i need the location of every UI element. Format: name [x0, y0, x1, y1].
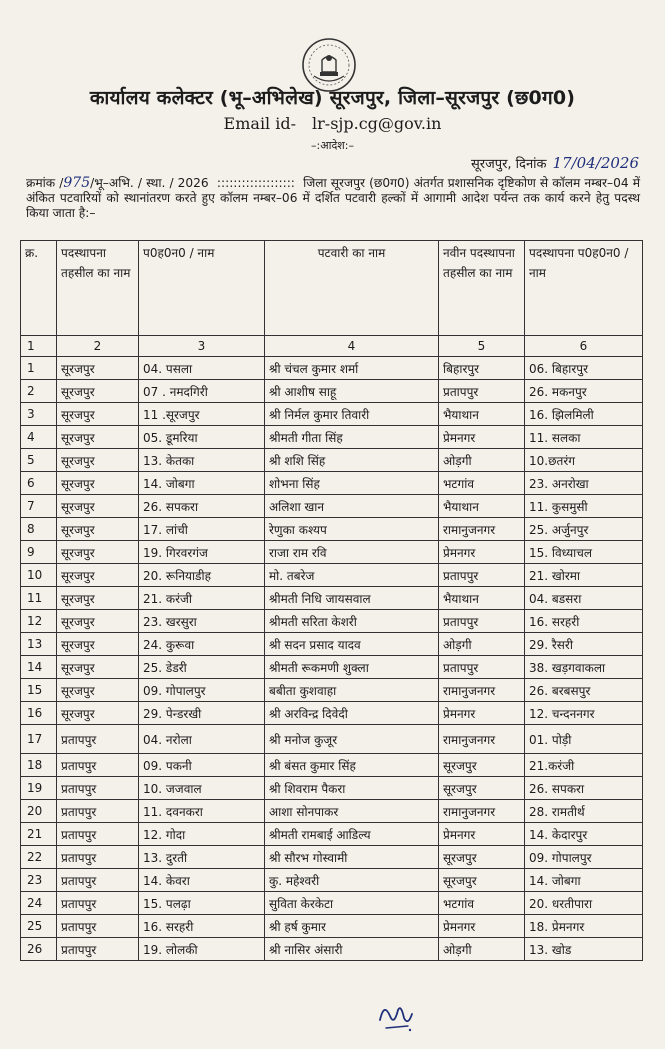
new-halka-cell: 26. मकनपुर — [525, 380, 643, 403]
serial-cell: 5 — [21, 449, 57, 472]
tehsil-cell: सूरजपुर — [57, 403, 139, 426]
table-row — [21, 518, 643, 541]
reference-paragraph — [26, 176, 640, 221]
serial-cell: 15 — [21, 679, 57, 702]
serial-cell: 23 — [21, 869, 57, 892]
serial-cell: 16 — [21, 702, 57, 725]
email-line — [0, 114, 665, 133]
halka-cell: 21. करंजी — [139, 587, 265, 610]
halka-cell: 14. जोबगा — [139, 472, 265, 495]
tehsil-cell: प्रतापपुर — [57, 938, 139, 961]
new-tehsil-cell: सूरजपुर — [439, 754, 525, 777]
handwritten-order-number: 975 — [63, 175, 91, 191]
patwari-name-cell: श्री सदन प्रसाद यादव — [265, 633, 439, 656]
patwari-name-cell: श्री मनोज कुजूर — [265, 725, 439, 754]
tehsil-cell: सूरजपुर — [57, 564, 139, 587]
halka-cell: 05. डूमरिया — [139, 426, 265, 449]
halka-cell: 29. पेन्डरखी — [139, 702, 265, 725]
halka-cell: 04. पसला — [139, 357, 265, 380]
new-tehsil-cell: भटगांव — [439, 892, 525, 915]
table-row — [21, 725, 643, 754]
patwari-name-cell: बबीता कुशवाहा — [265, 679, 439, 702]
halka-cell: 25. डेडरी — [139, 656, 265, 679]
halka-cell: 19. लोलकी — [139, 938, 265, 961]
halka-cell: 20. रूनियाडीह — [139, 564, 265, 587]
table-row — [21, 892, 643, 915]
table-header-row — [21, 241, 643, 336]
serial-cell: 24 — [21, 892, 57, 915]
tehsil-cell: सूरजपुर — [57, 633, 139, 656]
new-tehsil-cell: ओड़गी — [439, 633, 525, 656]
halka-cell: 12. गोदा — [139, 823, 265, 846]
reference-dots: ::::::::::::::::::: — [212, 176, 299, 190]
new-tehsil-cell: भैयाथान — [439, 587, 525, 610]
email-value: lr-sjp.cg@gov.in — [312, 114, 442, 133]
halka-cell: 11. दवनकरा — [139, 800, 265, 823]
patwari-name-cell: श्री शशि सिंह — [265, 449, 439, 472]
new-halka-cell: 10.छतरंग — [525, 449, 643, 472]
table-row — [21, 472, 643, 495]
reference-body: जिला सूरजपुर (छ0ग0) अंतर्गत प्रशासनिक दृष्टिकोण से कॉलम नम्बर–04 में अंकित पटवारियों को स्थानांतरण करते हुए कॉलम नम्बर–06 में दर्शित पटवारी हल्कों में आगामी आदेश पर्यन्त तक कार्य करने हेतु पदस्थ किया जाता है:– — [26, 176, 641, 220]
table-row — [21, 777, 643, 800]
tehsil-cell: प्रतापपुर — [57, 869, 139, 892]
table-row — [21, 495, 643, 518]
tehsil-cell: प्रतापपुर — [57, 823, 139, 846]
patwari-name-cell: श्री चंचल कुमार शर्मा — [265, 357, 439, 380]
patwari-name-cell: श्रीमती रामबाई आडिल्य — [265, 823, 439, 846]
new-tehsil-cell: बिहारपुर — [439, 357, 525, 380]
table-row — [21, 656, 643, 679]
tehsil-cell: सूरजपुर — [57, 357, 139, 380]
patwari-name-cell: मो. तबरेज — [265, 564, 439, 587]
new-tehsil-cell: सूरजपुर — [439, 777, 525, 800]
patwari-name-cell: कु. महेश्वरी — [265, 869, 439, 892]
serial-cell: 19 — [21, 777, 57, 800]
new-halka-cell: 21. खोरमा — [525, 564, 643, 587]
new-tehsil-cell: भैयाथान — [439, 495, 525, 518]
column-number: 6 — [525, 336, 643, 357]
tehsil-cell: सूरजपुर — [57, 380, 139, 403]
header-halka: प0ह0न0 / नाम — [139, 241, 265, 336]
patwari-name-cell: श्रीमती सरिता केशरी — [265, 610, 439, 633]
table-row — [21, 357, 643, 380]
halka-cell: 24. कुरूवा — [139, 633, 265, 656]
column-number: 3 — [139, 336, 265, 357]
new-tehsil-cell: प्रतापपुर — [439, 564, 525, 587]
serial-cell: 22 — [21, 846, 57, 869]
tehsil-cell: सूरजपुर — [57, 610, 139, 633]
table-row — [21, 633, 643, 656]
patwari-name-cell: रेणुका कश्यप — [265, 518, 439, 541]
new-tehsil-cell: भटगांव — [439, 472, 525, 495]
new-halka-cell: 15. विध्याचल — [525, 541, 643, 564]
new-halka-cell: 26. सपकरा — [525, 777, 643, 800]
new-halka-cell: 14. जोबगा — [525, 869, 643, 892]
header-patwari-name: पटवारी का नाम — [265, 241, 439, 336]
halka-cell: 16. सरहरी — [139, 915, 265, 938]
patwari-name-cell: श्री सौरभ गोस्वामी — [265, 846, 439, 869]
new-halka-cell: 01. पोड़ी — [525, 725, 643, 754]
new-tehsil-cell: सूरजपुर — [439, 869, 525, 892]
tehsil-cell: प्रतापपुर — [57, 800, 139, 823]
patwari-name-cell: श्री बंसत कुमार सिंह — [265, 754, 439, 777]
table-body — [21, 357, 643, 961]
halka-cell: 10. जजवाल — [139, 777, 265, 800]
new-tehsil-cell: प्रेमनगर — [439, 426, 525, 449]
table-row — [21, 800, 643, 823]
patwari-name-cell: श्री आशीष साहू — [265, 380, 439, 403]
halka-cell: 15. पलढ़ा — [139, 892, 265, 915]
new-halka-cell: 12. चन्दननगर — [525, 702, 643, 725]
serial-cell: 21 — [21, 823, 57, 846]
dateline-place: सूरजपुर, दिनांक — [470, 157, 547, 172]
new-tehsil-cell: प्रेमनगर — [439, 702, 525, 725]
table-row — [21, 915, 643, 938]
serial-cell: 14 — [21, 656, 57, 679]
new-halka-cell: 14. केदारपुर — [525, 823, 643, 846]
table-row — [21, 403, 643, 426]
table-row — [21, 754, 643, 777]
halka-cell: 17. लांची — [139, 518, 265, 541]
serial-cell: 20 — [21, 800, 57, 823]
header-serial: क्र. — [21, 241, 57, 336]
table-row — [21, 564, 643, 587]
new-tehsil-cell: प्रतापपुर — [439, 380, 525, 403]
patwari-name-cell: श्रीमती गीता सिंह — [265, 426, 439, 449]
serial-cell: 1 — [21, 357, 57, 380]
new-halka-cell: 16. झिलमिली — [525, 403, 643, 426]
patwari-name-cell: श्रीमती निधि जायसवाल — [265, 587, 439, 610]
serial-cell: 8 — [21, 518, 57, 541]
patwari-name-cell: श्रीमती रूकमणी शुक्ला — [265, 656, 439, 679]
email-label: Email id- — [223, 114, 297, 133]
reference-prefix: क्रमांक / — [26, 176, 64, 190]
halka-cell: 14. केवरा — [139, 869, 265, 892]
tehsil-cell: सूरजपुर — [57, 702, 139, 725]
column-number: 2 — [57, 336, 139, 357]
new-halka-cell: 29. रैसरी — [525, 633, 643, 656]
new-tehsil-cell: प्रेमनगर — [439, 541, 525, 564]
new-tehsil-cell: ओड़गी — [439, 449, 525, 472]
new-tehsil-cell: रामानुजनगर — [439, 518, 525, 541]
halka-cell: 11 .सूरजपुर — [139, 403, 265, 426]
serial-cell: 11 — [21, 587, 57, 610]
new-tehsil-cell: प्रेमनगर — [439, 823, 525, 846]
handwritten-date: 17/04/2026 — [552, 154, 639, 172]
new-tehsil-cell: रामानुजनगर — [439, 800, 525, 823]
serial-cell: 4 — [21, 426, 57, 449]
tehsil-cell: सूरजपुर — [57, 495, 139, 518]
column-number: 1 — [21, 336, 57, 357]
table-row — [21, 846, 643, 869]
patwari-name-cell: अलिशा खान — [265, 495, 439, 518]
new-tehsil-cell: प्रतापपुर — [439, 610, 525, 633]
serial-cell: 26 — [21, 938, 57, 961]
table-row — [21, 869, 643, 892]
new-halka-cell: 38. खड़गवाकला — [525, 656, 643, 679]
serial-cell: 25 — [21, 915, 57, 938]
new-halka-cell: 28. रामतीर्थ — [525, 800, 643, 823]
new-tehsil-cell: प्रेमनगर — [439, 915, 525, 938]
new-tehsil-cell: सूरजपुर — [439, 846, 525, 869]
table-row — [21, 702, 643, 725]
office-title: कार्यालय कलेक्टर (भू–अभिलेख) सूरजपुर, जिला–सूरजपुर (छ0ग0) — [89, 87, 576, 109]
new-halka-cell: 11. कुसमुसी — [525, 495, 643, 518]
new-halka-cell: 21.करंजी — [525, 754, 643, 777]
column-number: 4 — [265, 336, 439, 357]
tehsil-cell: सूरजपुर — [57, 472, 139, 495]
serial-cell: 17 — [21, 725, 57, 754]
serial-cell: 10 — [21, 564, 57, 587]
new-tehsil-cell: भैयाथान — [439, 403, 525, 426]
column-number: 5 — [439, 336, 525, 357]
new-halka-cell: 16. सरहरी — [525, 610, 643, 633]
patwari-name-cell: श्री हर्ष कुमार — [265, 915, 439, 938]
dateline — [471, 154, 639, 172]
table-row — [21, 823, 643, 846]
halka-cell: 23. खरसुरा — [139, 610, 265, 633]
table-row — [21, 938, 643, 961]
table-row — [21, 380, 643, 403]
patwari-name-cell: श्री नासिर अंसारी — [265, 938, 439, 961]
column-number-row — [21, 336, 643, 357]
header-new-halka: पदस्थापना प0ह0न0 / नाम — [525, 241, 643, 336]
new-halka-cell: 20. धरतीपारा — [525, 892, 643, 915]
new-halka-cell: 25. अर्जुनपुर — [525, 518, 643, 541]
serial-cell: 2 — [21, 380, 57, 403]
patwari-name-cell: श्री शिवराम पैकरा — [265, 777, 439, 800]
table-row — [21, 541, 643, 564]
table-row — [21, 679, 643, 702]
patwari-name-cell: सुविता केरकेटा — [265, 892, 439, 915]
new-halka-cell: 23. अनरोखा — [525, 472, 643, 495]
tehsil-cell: प्रतापपुर — [57, 915, 139, 938]
halka-cell: 07 . नमदगिरी — [139, 380, 265, 403]
patwari-name-cell: श्री निर्मल कुमार तिवारी — [265, 403, 439, 426]
transfer-table — [20, 240, 643, 961]
serial-cell: 6 — [21, 472, 57, 495]
new-tehsil-cell: प्रतापपुर — [439, 656, 525, 679]
serial-cell: 3 — [21, 403, 57, 426]
table-row — [21, 449, 643, 472]
signature-mark-icon — [374, 996, 418, 1036]
reference-suffix: /भू–अभि. / स्था. / 2026 — [90, 176, 209, 190]
tehsil-cell: सूरजपुर — [57, 656, 139, 679]
serial-cell: 9 — [21, 541, 57, 564]
tehsil-cell: सूरजपुर — [57, 587, 139, 610]
halka-cell: 13. केतका — [139, 449, 265, 472]
patwari-name-cell: राजा राम रवि — [265, 541, 439, 564]
header-posting-tehsil: पदस्थापना तहसील का नाम — [57, 241, 139, 336]
new-halka-cell: 26. बरबसपुर — [525, 679, 643, 702]
halka-cell: 09. पकनी — [139, 754, 265, 777]
table-row — [21, 610, 643, 633]
header-new-tehsil: नवीन पदस्थापना तहसील का नाम — [439, 241, 525, 336]
tehsil-cell: प्रतापपुर — [57, 777, 139, 800]
patwari-name-cell: आशा सोनपाकर — [265, 800, 439, 823]
new-halka-cell: 04. बडसरा — [525, 587, 643, 610]
new-tehsil-cell: रामानुजनगर — [439, 679, 525, 702]
order-heading: –:आदेश:– — [311, 139, 354, 152]
new-tehsil-cell: ओड़गी — [439, 938, 525, 961]
halka-cell: 04. नरोला — [139, 725, 265, 754]
tehsil-cell: प्रतापपुर — [57, 725, 139, 754]
serial-cell: 13 — [21, 633, 57, 656]
halka-cell: 09. गोपालपुर — [139, 679, 265, 702]
new-halka-cell: 06. बिहारपुर — [525, 357, 643, 380]
tehsil-cell: प्रतापपुर — [57, 754, 139, 777]
halka-cell: 19. गिरवरगंज — [139, 541, 265, 564]
serial-cell: 12 — [21, 610, 57, 633]
tehsil-cell: सूरजपुर — [57, 426, 139, 449]
halka-cell: 26. सपकरा — [139, 495, 265, 518]
tehsil-cell: सूरजपुर — [57, 541, 139, 564]
tehsil-cell: प्रतापपुर — [57, 892, 139, 915]
tehsil-cell: सूरजपुर — [57, 679, 139, 702]
patwari-name-cell: श्री अरविन्द्र दिवेदी — [265, 702, 439, 725]
new-halka-cell: 13. खोड — [525, 938, 643, 961]
tehsil-cell: सूरजपुर — [57, 449, 139, 472]
serial-cell: 7 — [21, 495, 57, 518]
patwari-name-cell: शोभना सिंह — [265, 472, 439, 495]
table-row — [21, 426, 643, 449]
tehsil-cell: सूरजपुर — [57, 518, 139, 541]
new-halka-cell: 18. प्रेमनगर — [525, 915, 643, 938]
halka-cell: 13. दुरती — [139, 846, 265, 869]
new-tehsil-cell: रामानुजनगर — [439, 725, 525, 754]
table-row — [21, 587, 643, 610]
new-halka-cell: 09. गोपालपुर — [525, 846, 643, 869]
tehsil-cell: प्रतापपुर — [57, 846, 139, 869]
serial-cell: 18 — [21, 754, 57, 777]
new-halka-cell: 11. सलका — [525, 426, 643, 449]
